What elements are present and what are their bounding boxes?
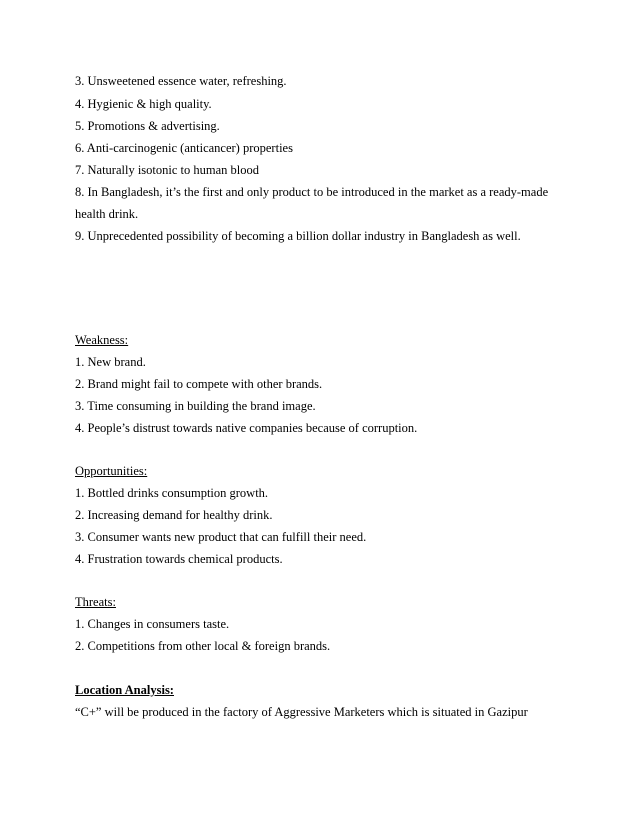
strength-item-9: 9. Unprecedented possibility of becoming a billion dollar industry in Bangladesh as well. (75, 229, 521, 243)
weakness-item-2: 2. Brand might fail to compete with other brands. (75, 377, 323, 391)
opportunities-item-4: 4. Frustration towards chemical products. (75, 552, 283, 566)
weakness-heading: Weakness: (75, 333, 129, 347)
threats-item-2: 2. Competitions from other local & foreign brands. (75, 639, 331, 653)
opportunities-item-2: 2. Increasing demand for healthy drink. (75, 508, 273, 522)
strength-item-6: 6. Anti-carcinogenic (anticancer) properties (75, 141, 293, 155)
threats-heading: Threats: (75, 595, 116, 609)
strength-item-4: 4. Hygienic & high quality. (75, 97, 212, 111)
location-analysis-text: “C+” will be produced in the factory of Aggressive Marketers which is situated in Gazipur (75, 705, 528, 719)
location-analysis-heading: Location Analysis: (75, 683, 174, 697)
opportunities-item-1: 1. Bottled drinks consumption growth. (75, 486, 269, 500)
threats-item-1: 1. Changes in consumers taste. (75, 617, 230, 631)
weakness-item-3: 3. Time consuming in building the brand image. (75, 399, 316, 413)
opportunities-item-3: 3. Consumer wants new product that can fulfill their need. (75, 530, 367, 544)
strength-item-3: 3. Unsweetened essence water, refreshing. (75, 74, 287, 88)
strength-item-8: 8. In Bangladesh, it’s the first and only product to be introduced in the market as a ready-made (75, 185, 549, 199)
strength-item-7: 7. Naturally isotonic to human blood (75, 163, 260, 177)
opportunities-heading: Opportunities: (75, 464, 148, 478)
strength-item-8-continued: health drink. (75, 207, 139, 221)
strength-item-5: 5. Promotions & advertising. (75, 119, 220, 133)
weakness-item-4: 4. People’s distrust towards native companies because of corruption. (75, 421, 418, 435)
weakness-item-1: 1. New brand. (75, 355, 146, 369)
